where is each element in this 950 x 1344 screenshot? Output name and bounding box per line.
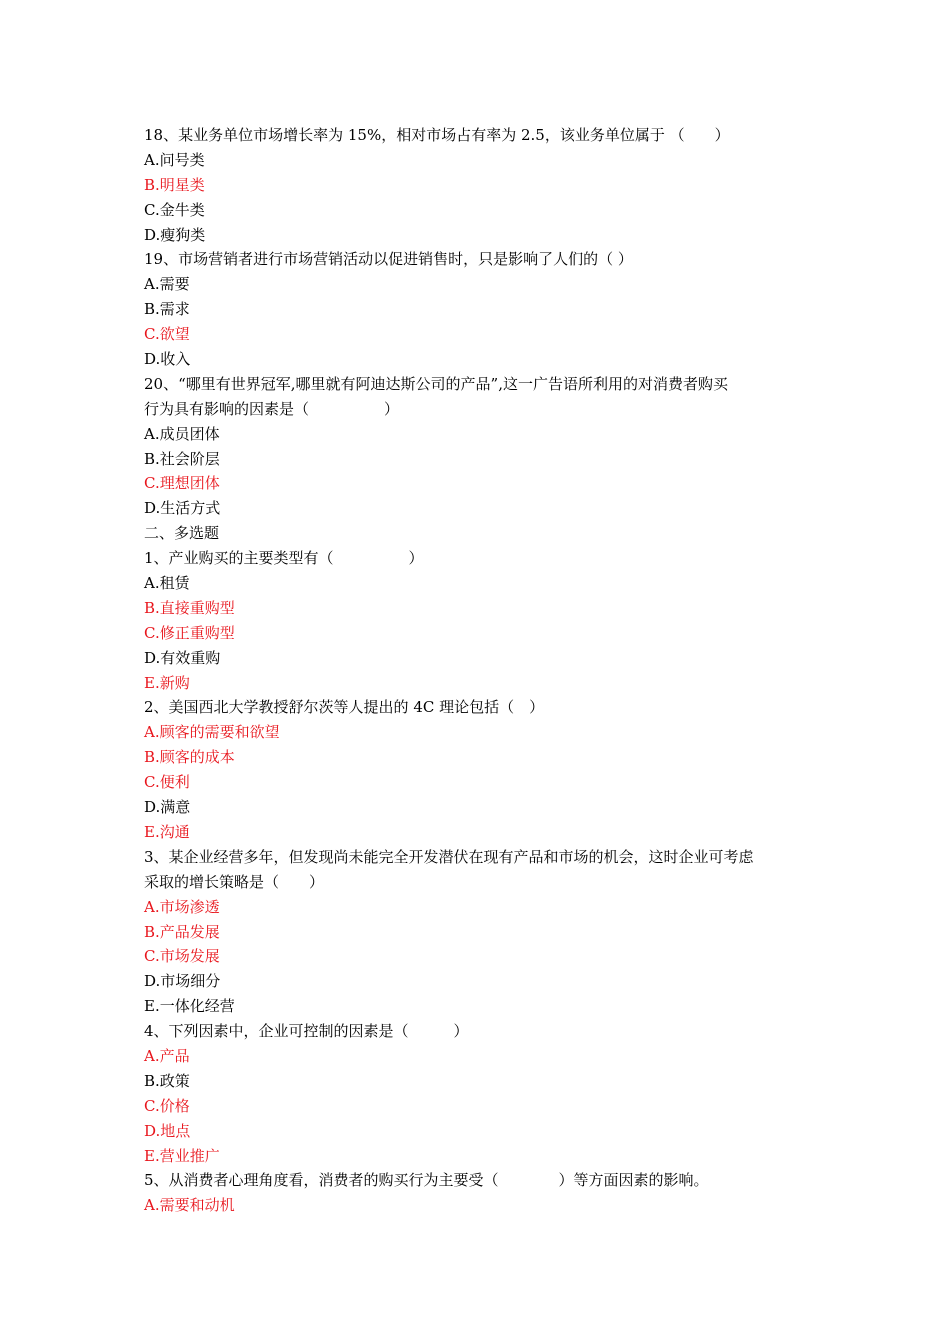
document-body [144, 123, 814, 1218]
text-line: 采取的增长策略是（ ） [144, 872, 325, 891]
text-line: 18、某业务单位市场增长率为 15%，相对市场占有率为 2.5，该业务单位属于 （ ） [144, 126, 730, 144]
text-line: 5、从消费者心理角度看，消费者的购买行为主要受（ ）等方面因素的影响。 [144, 1171, 709, 1190]
answer-option-line: E.营业推广 [144, 1146, 220, 1165]
answer-option-line: A.需要和动机 [144, 1196, 235, 1215]
text-line: D.生活方式 [144, 499, 221, 518]
text-line: 行为具有影响的因素是（ ） [144, 399, 400, 418]
answer-option-line: A.市场渗透 [144, 897, 220, 916]
answer-option-line: E.新购 [144, 673, 190, 692]
text-line: D.有效重购 [144, 648, 221, 667]
answer-option-line: C.修正重购型 [144, 623, 235, 642]
text-line: B.政策 [144, 1071, 190, 1090]
text-line: D.收入 [144, 350, 191, 369]
answer-option-line: A.顾客的需要和欲望 [144, 723, 280, 742]
text-line: 3、某企业经营多年，但发现尚未能完全开发潜伏在现有产品和市场的机会，这时企业可考虑 [144, 847, 754, 866]
text-line: A.问号类 [144, 150, 205, 169]
text-line: 2、美国西北大学教授舒尔茨等人提出的 4C 理论包括（ ） [144, 698, 545, 717]
text-line: A.成员团体 [144, 424, 220, 443]
answer-option-line: A.产品 [144, 1046, 190, 1065]
text-line: C.金牛类 [144, 200, 205, 219]
answer-option-line: C.欲望 [144, 325, 190, 344]
answer-option-line: C.价格 [144, 1096, 190, 1115]
text-line: B.社会阶层 [144, 449, 220, 468]
text-line: 19、市场营销者进行市场营销活动以促进销售时，只是影响了人们的（ ） [144, 250, 633, 269]
text-line: D.瘦狗类 [144, 225, 206, 244]
answer-option-line: C.便利 [144, 773, 190, 792]
answer-option-line: B.顾客的成本 [144, 748, 235, 767]
text-line: 4、下列因素中，企业可控制的因素是（ ） [144, 1022, 469, 1041]
text-line: D.市场细分 [144, 972, 221, 991]
answer-option-line: C.市场发展 [144, 947, 220, 966]
answer-option-line: E.沟通 [144, 822, 190, 841]
text-line: A.需要 [144, 275, 190, 294]
text-line: B.需求 [144, 300, 190, 319]
text-line: 二、多选题 [144, 524, 220, 543]
answer-option-line: B.直接重购型 [144, 598, 235, 617]
answer-option-line: D.地点 [144, 1121, 191, 1140]
text-line: A.租赁 [144, 574, 190, 593]
answer-option-line: B.产品发展 [144, 922, 220, 941]
text-line: 20、“哪里有世界冠军,哪里就有阿迪达斯公司的产品”,这一广告语所利用的对消费者购买 [144, 374, 728, 393]
text-line: E.一体化经营 [144, 997, 235, 1016]
text-line: D.满意 [144, 798, 191, 817]
text-line: 1、产业购买的主要类型有（ ） [144, 549, 424, 568]
answer-option-line: B.明星类 [144, 175, 205, 194]
answer-option-line: C.理想团体 [144, 474, 220, 493]
